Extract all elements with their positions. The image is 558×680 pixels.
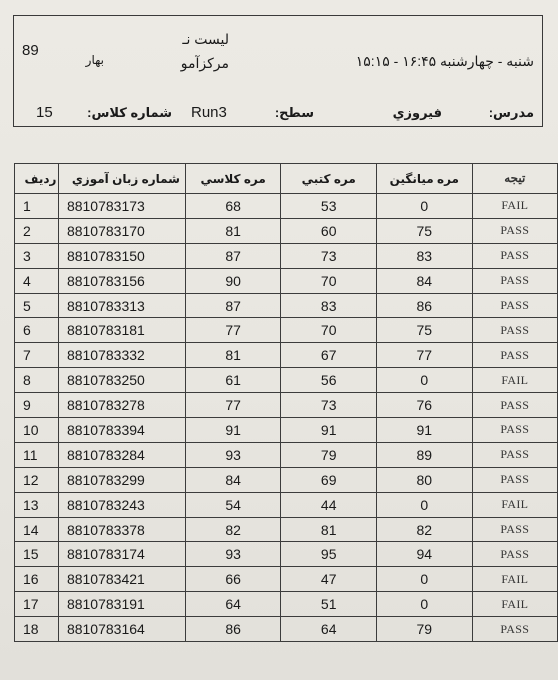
written-score-cell: 64 xyxy=(281,617,377,642)
table-row xyxy=(15,393,558,418)
result-cell: FAIL xyxy=(472,194,557,219)
midterm-score-cell: 91 xyxy=(376,418,472,443)
row-number-cell: 15 xyxy=(15,542,59,567)
class-score-cell: 87 xyxy=(185,293,281,318)
class-score-cell: 84 xyxy=(185,467,281,492)
student-id-cell: 8810783191 xyxy=(58,592,185,617)
midterm-score-cell: 89 xyxy=(376,442,472,467)
table-row xyxy=(15,243,558,268)
table-row xyxy=(15,293,558,318)
midterm-score-cell: 79 xyxy=(376,617,472,642)
midterm-score-cell: 84 xyxy=(376,268,472,293)
midterm-score-cell: 75 xyxy=(376,218,472,243)
midterm-score-cell: 75 xyxy=(376,318,472,343)
row-number-cell: 4 xyxy=(15,268,59,293)
midterm-score-cell: 80 xyxy=(376,467,472,492)
class-score-cell: 93 xyxy=(185,542,281,567)
row-number-cell: 9 xyxy=(15,393,59,418)
row-number-cell: 1 xyxy=(15,194,59,219)
result-cell: FAIL xyxy=(472,567,557,592)
table-row xyxy=(15,318,558,343)
table-row xyxy=(15,442,558,467)
written-score-cell: 69 xyxy=(281,467,377,492)
table-row xyxy=(15,218,558,243)
written-score-cell: 73 xyxy=(281,393,377,418)
student-id-cell: 8810783243 xyxy=(58,492,185,517)
row-number-cell: 11 xyxy=(15,442,59,467)
class-score-cell: 87 xyxy=(185,243,281,268)
row-number-cell: 5 xyxy=(15,293,59,318)
table-row xyxy=(15,542,558,567)
row-number-cell: 7 xyxy=(15,343,59,368)
header-box xyxy=(13,15,543,127)
class-score-cell: 86 xyxy=(185,617,281,642)
class-score-cell: 54 xyxy=(185,492,281,517)
class-score-cell: 61 xyxy=(185,368,281,393)
result-cell: FAIL xyxy=(472,492,557,517)
row-number-cell: 8 xyxy=(15,368,59,393)
class-score-cell: 81 xyxy=(185,218,281,243)
row-number-cell: 18 xyxy=(15,617,59,642)
written-score-cell: 95 xyxy=(281,542,377,567)
result-cell: PASS xyxy=(472,617,557,642)
result-cell: PASS xyxy=(472,467,557,492)
level-label: سطح: xyxy=(274,105,314,120)
row-number-cell: 12 xyxy=(15,467,59,492)
header-row-number: رديف xyxy=(15,164,59,194)
student-id-cell: 8810783313 xyxy=(58,293,185,318)
result-cell: PASS xyxy=(472,318,557,343)
class-score-cell: 81 xyxy=(185,343,281,368)
schedule-text: شنبه - چهارشنبه ۱۶:۴۵ - ۱۵:۱۵ xyxy=(355,53,534,69)
table-row xyxy=(15,517,558,542)
result-cell: PASS xyxy=(472,442,557,467)
student-id-cell: 8810783156 xyxy=(58,268,185,293)
table-row xyxy=(15,617,558,642)
student-id-cell: 8810783150 xyxy=(58,243,185,268)
midterm-score-cell: 94 xyxy=(376,542,472,567)
written-score-cell: 70 xyxy=(281,318,377,343)
midterm-score-cell: 77 xyxy=(376,343,472,368)
row-number-cell: 13 xyxy=(15,492,59,517)
midterm-score-cell: 0 xyxy=(376,592,472,617)
written-score-cell: 53 xyxy=(281,194,377,219)
student-id-cell: 8810783174 xyxy=(58,542,185,567)
result-cell: PASS xyxy=(472,393,557,418)
table-row xyxy=(15,194,558,219)
class-score-cell: 82 xyxy=(185,517,281,542)
midterm-score-cell: 76 xyxy=(376,393,472,418)
class-score-cell: 90 xyxy=(185,268,281,293)
row-number-cell: 10 xyxy=(15,418,59,443)
row-number-cell: 2 xyxy=(15,218,59,243)
student-id-cell: 8810783164 xyxy=(58,617,185,642)
row-number-cell: 6 xyxy=(15,318,59,343)
written-score-cell: 83 xyxy=(281,293,377,318)
class-count-label: شماره کلاس: xyxy=(87,105,172,120)
header-written-score: مره كتبي xyxy=(281,164,377,194)
student-id-cell: 8810783278 xyxy=(58,393,185,418)
table-row xyxy=(15,343,558,368)
written-score-cell: 79 xyxy=(281,442,377,467)
student-id-cell: 8810783170 xyxy=(58,218,185,243)
student-id-cell: 8810783181 xyxy=(58,318,185,343)
midterm-score-cell: 0 xyxy=(376,492,472,517)
table-row xyxy=(15,467,558,492)
class-number-top: 89 xyxy=(22,42,39,59)
class-score-cell: 77 xyxy=(185,318,281,343)
result-cell: PASS xyxy=(472,542,557,567)
result-cell: PASS xyxy=(472,218,557,243)
written-score-cell: 60 xyxy=(281,218,377,243)
result-cell: FAIL xyxy=(472,592,557,617)
table-row xyxy=(15,268,558,293)
result-cell: PASS xyxy=(472,517,557,542)
list-title: ليست نـ xyxy=(182,31,229,47)
class-score-cell: 68 xyxy=(185,194,281,219)
grades-table xyxy=(14,163,558,642)
result-cell: PASS xyxy=(472,243,557,268)
result-cell: PASS xyxy=(472,268,557,293)
written-score-cell: 44 xyxy=(281,492,377,517)
table-row xyxy=(15,592,558,617)
header-midterm-score: مره ميانگين xyxy=(376,164,472,194)
written-score-cell: 70 xyxy=(281,268,377,293)
written-score-cell: 91 xyxy=(281,418,377,443)
table-row xyxy=(15,567,558,592)
level-value: Run3 xyxy=(191,104,227,121)
table-row xyxy=(15,418,558,443)
header-student-id: شماره زبان آموزي xyxy=(58,164,185,194)
midterm-score-cell: 86 xyxy=(376,293,472,318)
class-score-cell: 91 xyxy=(185,418,281,443)
row-number-cell: 17 xyxy=(15,592,59,617)
term-label: بهار xyxy=(85,53,104,67)
teacher-label: مدرس: xyxy=(488,105,534,120)
result-cell: PASS xyxy=(472,418,557,443)
written-score-cell: 81 xyxy=(281,517,377,542)
midterm-score-cell: 0 xyxy=(376,368,472,393)
class-score-cell: 77 xyxy=(185,393,281,418)
teacher-name: فيروزي xyxy=(392,105,442,120)
student-id-cell: 8810783173 xyxy=(58,194,185,219)
midterm-score-cell: 0 xyxy=(376,567,472,592)
midterm-score-cell: 83 xyxy=(376,243,472,268)
midterm-score-cell: 82 xyxy=(376,517,472,542)
class-score-cell: 64 xyxy=(185,592,281,617)
student-id-cell: 8810783299 xyxy=(58,467,185,492)
table-row xyxy=(15,492,558,517)
midterm-score-cell: 0 xyxy=(376,194,472,219)
result-cell: PASS xyxy=(472,343,557,368)
student-id-cell: 8810783378 xyxy=(58,517,185,542)
class-count-value: 15 xyxy=(36,104,53,121)
header-result: تيجه xyxy=(472,164,557,194)
student-id-cell: 8810783250 xyxy=(58,368,185,393)
student-id-cell: 8810783284 xyxy=(58,442,185,467)
written-score-cell: 56 xyxy=(281,368,377,393)
table-header-row xyxy=(15,164,558,194)
header-class-score: مره كلاسي xyxy=(185,164,281,194)
result-cell: PASS xyxy=(472,293,557,318)
student-id-cell: 8810783332 xyxy=(58,343,185,368)
written-score-cell: 51 xyxy=(281,592,377,617)
row-number-cell: 16 xyxy=(15,567,59,592)
written-score-cell: 73 xyxy=(281,243,377,268)
row-number-cell: 3 xyxy=(15,243,59,268)
row-number-cell: 14 xyxy=(15,517,59,542)
class-score-cell: 93 xyxy=(185,442,281,467)
written-score-cell: 67 xyxy=(281,343,377,368)
written-score-cell: 47 xyxy=(281,567,377,592)
table-row xyxy=(15,368,558,393)
student-id-cell: 8810783394 xyxy=(58,418,185,443)
center-label: مرکزآمو xyxy=(180,55,229,71)
result-cell: FAIL xyxy=(472,368,557,393)
student-id-cell: 8810783421 xyxy=(58,567,185,592)
class-score-cell: 66 xyxy=(185,567,281,592)
